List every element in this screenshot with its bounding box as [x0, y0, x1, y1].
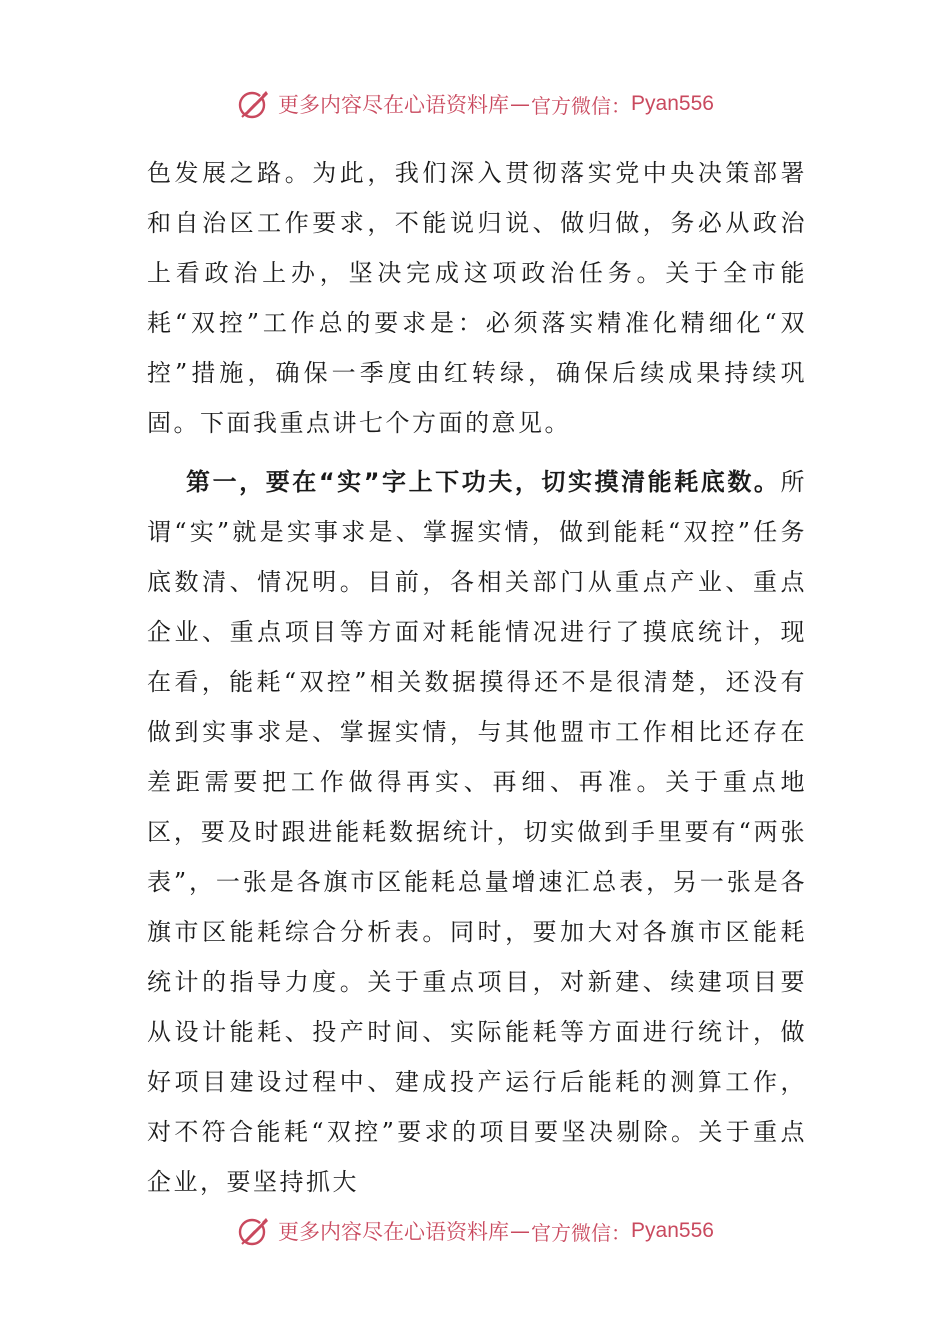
footer-wechat-label: 官方微信： [531, 1220, 632, 1245]
paragraph-2 [147, 457, 807, 1207]
footer-banner [0, 1211, 950, 1251]
header-account: Pyan556 [631, 92, 714, 115]
quill-pen-logo-icon [236, 1213, 272, 1249]
footer-account: Pyan556 [631, 1219, 714, 1242]
header-separator: — [510, 92, 531, 116]
paragraph-2-lead: 第一，要在“实”字上下功夫，切实摸清能耗底数。 [186, 468, 781, 496]
header-wechat-label: 官方微信： [531, 93, 632, 118]
paragraph-2-text: 所谓“实”就是实事求是、掌握实情，做到能耗“双控”任务底数清、情况明。目前，各相关部门从重点产业、重点企业、重点项目等方面对耗能情况进行了摸底统计，现在看，能耗“双控”相关数据摸得还不是很清楚，还没有做到实事求是、掌握实情，与其他盟市工作相比还存在差距需要把工作做得再实、再细、再准。关于重点地区，要及时跟进能耗数据统计，切实做到手里要有“两张表”，一张是各旗市区能耗总量增速汇总表，另一张是各旗市区能耗综合分析表。同时，要加大对各旗市区能耗统计的指导力度。关于重点项目，对新建、续建项目要从设计能耗、投产时间、实际能耗等方面进行统计，做好项目建设过程中、建成投产运行后能耗的测算工作，对不符合能耗“双控”要求的项目要坚决剔除。关于重点企业，要坚持抓大 [147, 468, 807, 1196]
footer-brand: 更多内容尽在心语资料库 [278, 1220, 510, 1244]
paragraph-1: 色发展之路。为此，我们深入贯彻落实党中央决策部署和自治区工作要求，不能说归说、做归做，务必从政治上看政治上办，坚决完成这项政治任务。关于全市能耗“双控”工作总的要求是：必须落实精准化精细化“双控”措施，确保一季度由红转绿，确保后续成果持续巩固。下面我重点讲七个方面的意见。 [147, 159, 807, 437]
footer-separator: — [510, 1219, 531, 1243]
header-banner [0, 84, 950, 124]
header-brand: 更多内容尽在心语资料库 [278, 93, 510, 117]
quill-pen-logo-icon [236, 86, 272, 122]
document-body [147, 148, 807, 1207]
